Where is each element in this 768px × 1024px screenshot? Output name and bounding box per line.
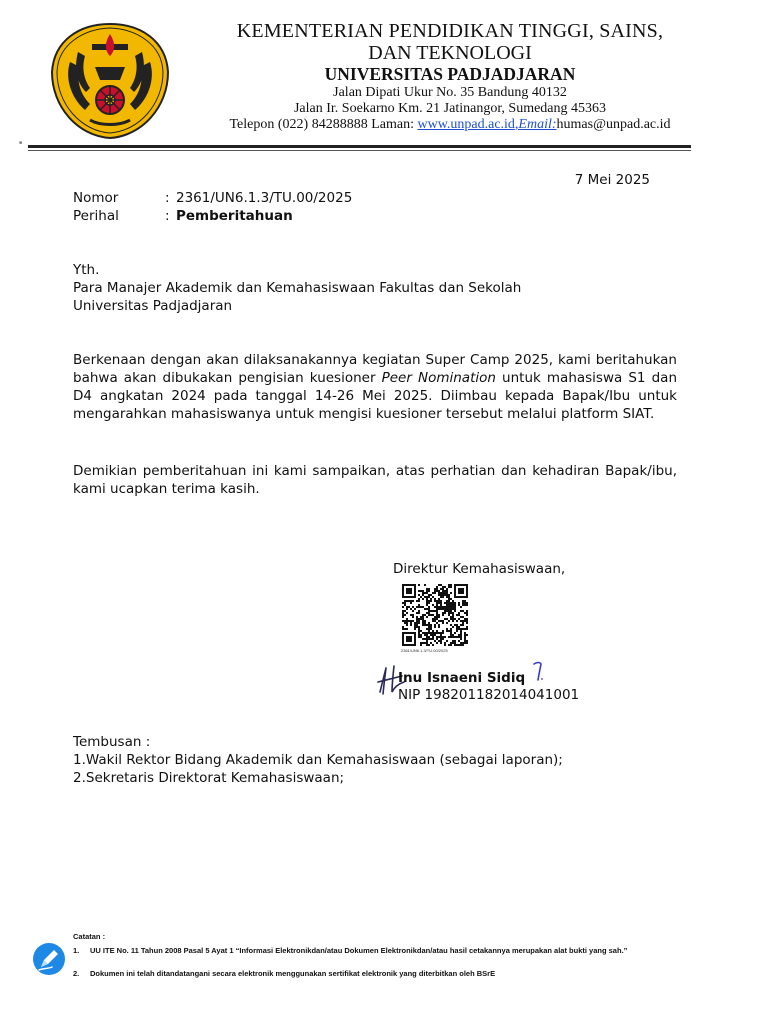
unpad-logo-icon <box>50 22 170 140</box>
perihal-colon: : <box>165 208 170 224</box>
letterhead-divider-thin <box>28 150 691 151</box>
nomor-value: 2361/UN6.1.3/TU.00/2025 <box>176 190 353 206</box>
nomor-colon: : <box>165 190 170 206</box>
addressee-institution: Universitas Padjadjaran <box>73 298 233 314</box>
signature-mark <box>531 660 545 682</box>
signer-name: Inu Isnaeni Sidiq <box>398 670 526 686</box>
nomor-label: Nomor <box>73 190 119 206</box>
website-link[interactable]: www.unpad.ac.id <box>417 117 515 132</box>
university-name: UNIVERSITAS PADJADJARAN <box>324 64 576 84</box>
note1-number: 1. <box>73 946 80 955</box>
qr-code-icon <box>402 584 468 646</box>
address-line2: Jalan Ir. Soekarno Km. 21 Jatinangor, Sumedang 45363 <box>293 101 607 116</box>
note2-number: 2. <box>73 969 80 978</box>
perihal-label: Perihal <box>73 208 119 224</box>
phone-text: Telepon (022) 84288888 Laman: <box>229 117 418 132</box>
addressee-block <box>73 261 521 315</box>
tembusan-item-1: 1.Wakil Rektor Bidang Akademik dan Kemahasiswaan (sebagai laporan); <box>73 752 563 768</box>
para1-italic: Peer Nomination <box>381 370 496 386</box>
qr-caption: 2361/UN6.1.3/TU.00/2025 <box>401 648 448 653</box>
body-paragraph-2: Demikian pemberitahuan ini kami sampaikan, atas perhatian dan kehadiran Bapak/ibu, kami ucapkan terima kasih. <box>73 463 677 497</box>
letterhead-divider <box>28 145 691 148</box>
email-address[interactable]: humas@unpad.ac.id <box>556 117 671 132</box>
para1-text-a: Berkenaan dengan akan dilaksanakannya kegiatan Super Camp 2025, kami beritahukan bahwa akan dibukakan pengisian kuesioner <box>73 352 677 386</box>
note1-text: UU ITE No. 11 Tahun 2008 Pasal 5 Ayat 1 “Informasi Elektronikdan/atau Dokumen Elektronikdan/atau hasil cetakannya merupakan alat bukti yang sah.” <box>90 946 628 955</box>
scan-mark: ■ <box>19 141 23 146</box>
addressee-recipient: Para Manajer Akademik dan Kemahasiswaan Fakultas dan Sekolah <box>73 280 522 296</box>
addressee-salutation: Yth. <box>73 262 100 278</box>
bsre-pen-icon <box>32 942 66 976</box>
para1-text-b: untuk mahasiswa S1 dan D4 angkatan 2024 pada tanggal 14-26 Mei 2025. Diimbau kepada Bapak/Ibu untuk mengarahkan mahasiswanya untuk mengisi kuesioner tersebut melalui platform SIAT. <box>73 370 678 422</box>
perihal-value: Pemberitahuan <box>176 208 293 224</box>
tembusan-label: Tembusan : <box>73 734 151 750</box>
ministry-name-line2: DAN TEKNOLOGI <box>368 42 532 64</box>
body-paragraph-1 <box>73 351 677 423</box>
address-line1: Jalan Dipati Ukur No. 35 Bandung 40132 <box>333 85 567 100</box>
contact-line <box>200 117 700 133</box>
catatan-label: Catatan : <box>73 932 106 941</box>
letter-date: 7 Mei 2025 <box>574 172 650 188</box>
note2-text: Dokumen ini telah ditandatangani secara elektronik menggunakan sertifikat elektronik yang diterbitkan oleh BSrE <box>90 969 496 978</box>
tembusan-item-2: 2.Sekretaris Direktorat Kemahasiswaan; <box>73 770 345 786</box>
ministry-name-line1: KEMENTERIAN PENDIDIKAN TINGGI, SAINS, <box>236 20 664 42</box>
tembusan-block <box>73 733 563 787</box>
signer-title: Direktur Kemahasiswaan, <box>393 561 566 577</box>
email-label: ,Email: <box>514 117 557 132</box>
signer-nip: NIP 198201182014041001 <box>398 687 580 703</box>
